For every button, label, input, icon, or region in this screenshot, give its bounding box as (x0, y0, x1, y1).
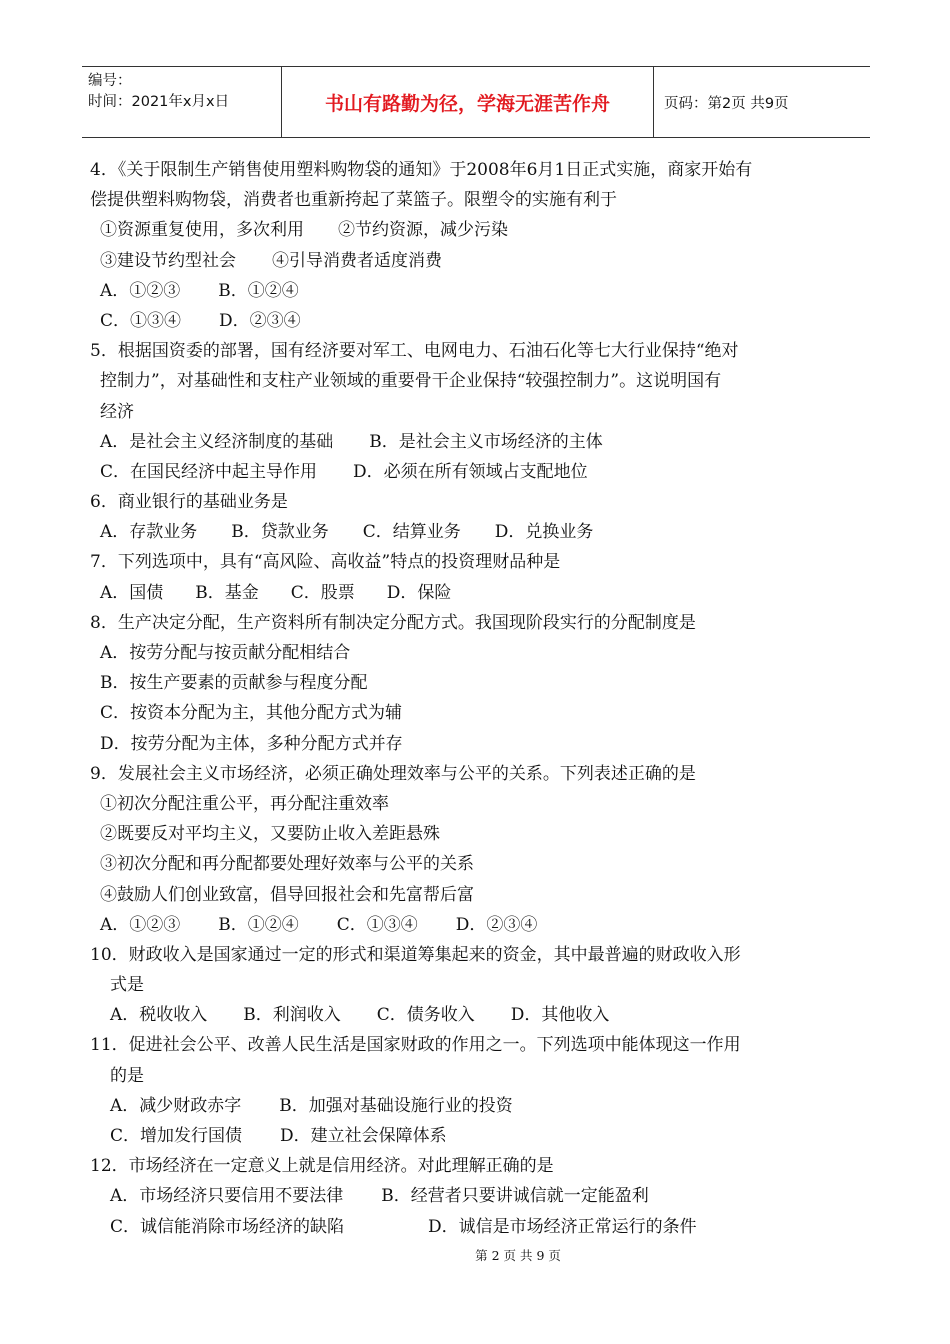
q10-option-b: B．利润收入 (243, 1005, 341, 1026)
q11-option-d: D．建立社会保障体系 (280, 1126, 447, 1146)
q5-options-row-2 (90, 457, 870, 487)
q11-stem-2: 的是 (110, 1065, 144, 1086)
q4-items-row-2 (90, 246, 870, 276)
q6-options (90, 517, 870, 547)
q7-option-b: B．基金 (195, 582, 259, 603)
q10-option-a: A．税收收入 (110, 1005, 208, 1026)
q4-option-b: B．①②④ (218, 280, 299, 301)
q4-item-4: ④引导消费者适度消费 (272, 250, 442, 271)
q5-stem-2: 控制力”，对基础性和支柱产业领域的重要骨干企业保持“较强控制力”。这说明国有 (100, 371, 722, 392)
q4-option-d: D．②③④ (219, 310, 301, 331)
q10-stem-2: 式是 (110, 975, 144, 996)
q11-option-c: C．增加发行国债 (110, 1126, 243, 1146)
q9-item-2: ②既要反对平均主义，又要防止收入差距悬殊 (100, 824, 440, 845)
q11-options-row-2 (90, 1121, 870, 1151)
q10-options (90, 1000, 870, 1030)
q12-option-d: D．诚信是市场经济正常运行的条件 (428, 1216, 697, 1237)
q9-option-d: D．②③④ (455, 914, 538, 935)
date-label: 时间：2021年x月x日 (88, 94, 230, 110)
header-meta (82, 67, 282, 137)
q8-option-b: B．按生产要素的贡献参与程度分配 (100, 673, 368, 694)
q12-options-row-1 (90, 1181, 870, 1211)
q5-option-c: C．在国民经济中起主导作用 (100, 461, 318, 482)
q9-item-4: ④鼓励人们创业致富，倡导回报社会和先富帮后富 (100, 884, 474, 905)
q12-options-row-2 (90, 1212, 870, 1242)
q9-option-c: C．①③④ (336, 914, 418, 935)
q12-option-c: C．诚信能消除市场经济的缺陷 (110, 1216, 345, 1237)
page-header (82, 66, 870, 138)
q7-option-a: A．国债 (100, 582, 164, 603)
q9-option-a: A．①②③ (100, 914, 181, 935)
q4-option-a: A．①②③ (100, 280, 181, 301)
q4-option-c: C．①③④ (100, 310, 182, 331)
q5-stem-1: 5．根据国资委的部署，国有经济要对军工、电网电力、石油石化等七大行业保持“绝对 (90, 341, 739, 362)
q8-option-c: C．按资本分配为主，其他分配方式为辅 (100, 703, 403, 724)
q4-item-2: ②节约资源，减少污染 (338, 220, 508, 241)
q5-stem-3: 经济 (100, 401, 134, 422)
page-footer: 第 2 页 共 9 页 (475, 1248, 561, 1263)
q6-stem: 6．商业银行的基础业务是 (90, 492, 288, 513)
header-page-label: 页码：第2页 共9页 (664, 95, 789, 112)
q6-option-d: D．兑换业务 (494, 522, 594, 543)
q12-stem: 12．市场经济在一定意义上就是信用经济。对此理解正确的是 (90, 1156, 554, 1177)
q4-item-1: ①资源重复使用，多次利用 (100, 220, 304, 241)
q11-option-a: A．减少财政赤字 (110, 1095, 242, 1116)
q7-stem: 7．下列选项中，具有“高风险、高收益”特点的投资理财品种是 (90, 552, 561, 573)
q12-option-a: A．市场经济只要信用不要法律 (110, 1186, 344, 1207)
question-list (90, 155, 870, 1242)
q4-stem-1: 4．《关于限制生产销售使用塑料购物袋的通知》于2008年6月1日正式实施，商家开始有 (90, 160, 753, 180)
q6-option-c: C．结算业务 (362, 522, 461, 543)
q6-option-b: B．贷款业务 (231, 522, 329, 543)
q4-stem-2: 偿提供塑料购物袋，消费者也重新挎起了菜篮子。限塑令的实施有利于 (90, 190, 617, 211)
q7-option-c: C．股票 (290, 582, 355, 603)
q8-option-d: D．按劳分配为主体，多种分配方式并存 (100, 733, 403, 754)
q7-options (90, 578, 870, 608)
q9-options (90, 910, 870, 940)
q5-option-d: D．必须在所有领域占支配地位 (353, 461, 588, 482)
q5-option-b: B．是社会主义市场经济的主体 (369, 431, 603, 452)
q5-option-a: A．是社会主义经济制度的基础 (100, 431, 334, 452)
header-motto: 书山有路勤为径，学海无涯苦作舟 (282, 67, 654, 137)
q10-option-c: C．债务收入 (376, 1005, 475, 1026)
q11-option-b: B．加强对基础设施行业的投资 (279, 1095, 513, 1116)
q11-options-row-1 (90, 1091, 870, 1121)
q9-option-b: B．①②④ (218, 914, 299, 935)
q8-option-a: A．按劳分配与按贡献分配相结合 (100, 643, 351, 663)
q8-stem: 8．生产决定分配，生产资料所有制决定分配方式。我国现阶段实行的分配制度是 (90, 612, 696, 633)
q7-option-d: D．保险 (386, 582, 452, 603)
q9-item-3: ③初次分配和再分配都要处理好效率与公平的关系 (100, 854, 474, 875)
q4-options-row-1 (90, 276, 870, 306)
q11-stem-1: 11．促进社会公平、改善人民生活是国家财政的作用之一。下列选项中能体现这一作用 (90, 1035, 741, 1056)
q4-items-row-1 (90, 215, 870, 245)
q4-item-3: ③建设节约型社会 (100, 250, 236, 271)
q9-item-1: ①初次分配注重公平，再分配注重效率 (100, 793, 389, 814)
serial-label: 编号： (88, 73, 132, 89)
q10-stem-1: 10．财政收入是国家通过一定的形式和渠道筹集起来的资金，其中最普遍的财政收入形 (90, 944, 741, 965)
q6-option-a: A．存款业务 (100, 522, 198, 543)
q12-option-b: B．经营者只要讲诚信就一定能盈利 (381, 1186, 649, 1207)
q4-options-row-2 (90, 306, 870, 336)
q9-stem: 9．发展社会主义市场经济，必须正确处理效率与公平的关系。下列表述正确的是 (90, 763, 696, 784)
q10-option-d: D．其他收入 (510, 1005, 610, 1026)
q5-options-row-1 (90, 427, 870, 457)
